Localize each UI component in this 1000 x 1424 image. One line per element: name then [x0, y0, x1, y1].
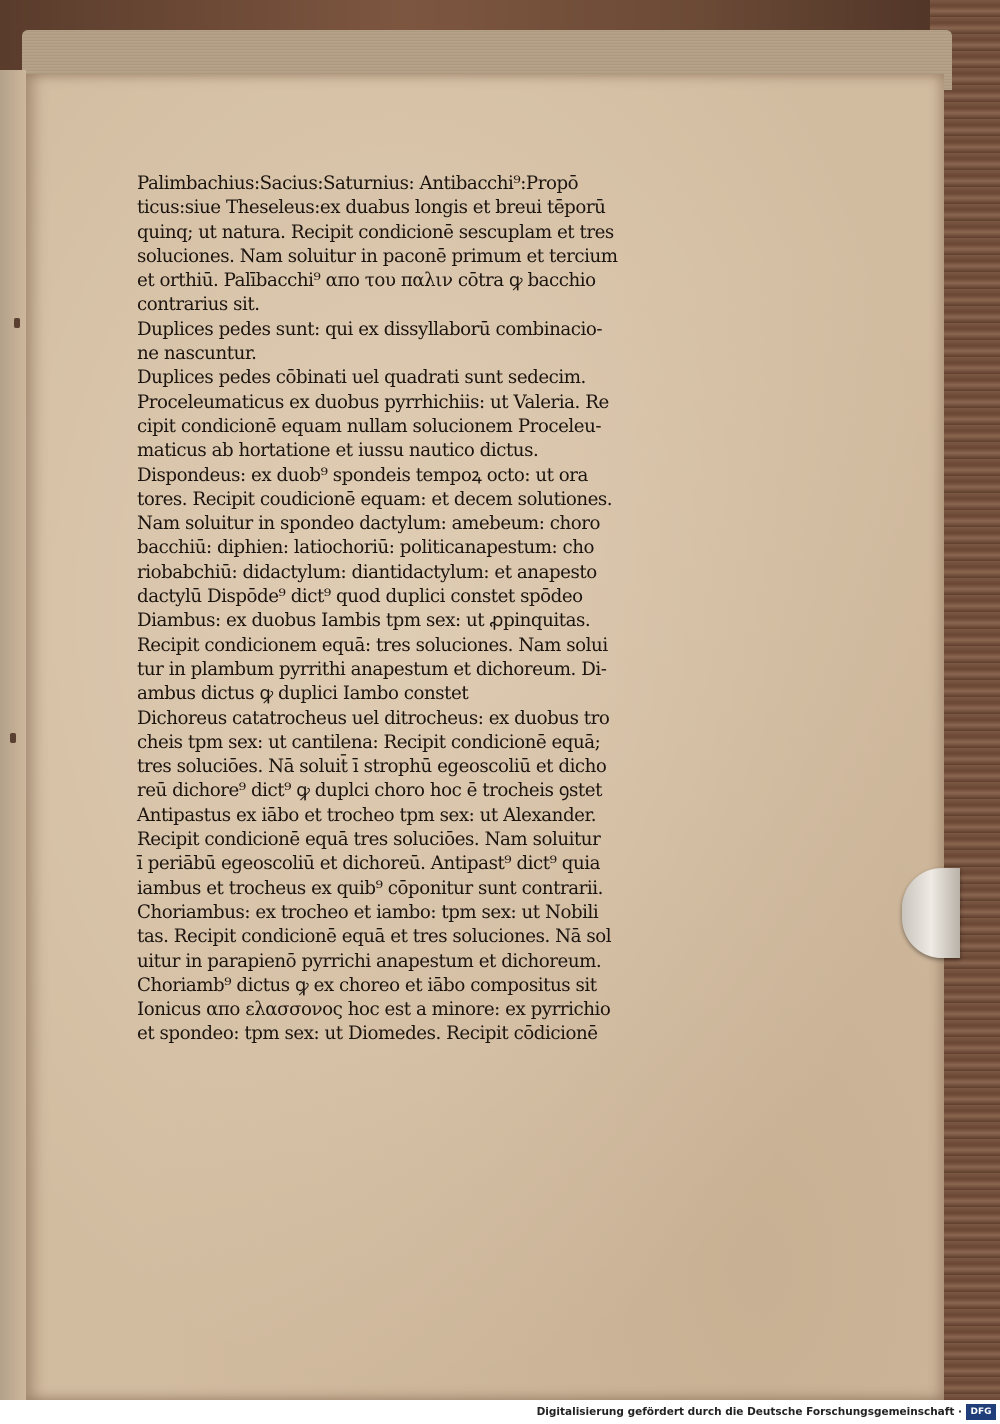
text-line: Antipastus ex iābo et trocheo tpm sex: ut Alexander.	[137, 804, 597, 826]
text-line: ticus:siue Theseleus:ex duabus longis et breui tēporū	[137, 197, 606, 219]
page-text	[137, 172, 737, 1047]
text-line: Proceleumaticus ex duobus pyrrhichiis: ut Valeria. Re	[137, 391, 609, 413]
text-line: et orthiū. Palībacchi⁹ απο του παλιν cōtra ꝙ bacchio	[137, 270, 596, 292]
dfg-logo: DFG	[966, 1404, 996, 1420]
text-line: tores. Recipit coudicionē equam: et decem solutiones.	[137, 488, 613, 510]
funding-notice: Digitalisierung gefördert durch die Deutsche Forschungsgemeinschaft ·	[536, 1406, 962, 1418]
text-line: ambus dictus ꝙ duplici Iambo constet	[137, 683, 469, 705]
text-line: Duplices pedes sunt: qui ex dissyllaborū combinacio-	[137, 318, 603, 340]
text-line: contrarius sit.	[137, 294, 260, 316]
text-line: riobabchiū: didactylum: diantidactylum: et anapesto	[137, 561, 597, 583]
text-line: soluciones. Nam soluitur in paconē primum et tercium	[137, 245, 618, 267]
text-line: Recipit condicionem equā: tres soluciones. Nam solui	[137, 634, 608, 656]
text-line: et spondeo: tpm sex: ut Diomedes. Recipit cōdicionē	[137, 1023, 598, 1045]
margin-mark	[14, 318, 20, 328]
text-line: ī periābū egeoscoliū et dichoreū. Antipast⁹ dict⁹ quia	[137, 853, 601, 875]
text-line: uitur in parapienō pyrrichi anapestum et dichoreum.	[137, 950, 602, 972]
text-line: Dichoreus catatrocheus uel ditrocheus: ex duobus tro	[137, 707, 610, 729]
margin-mark	[10, 733, 16, 743]
text-line: maticus ab hortatione et iussu nautico dictus.	[137, 440, 539, 462]
text-line: Diambus: ex duobus Iambis tpm sex: ut ꝓpinquitas.	[137, 610, 591, 632]
text-line: Choriambus: ex trocheo et iambo: tpm sex: ut Nobili	[137, 901, 599, 923]
text-line: Nam soluitur in spondeo dactylum: amebeum: choro	[137, 513, 600, 535]
footer-bar	[0, 1400, 1000, 1424]
text-line: bacchiū: diphien: latiochoriū: politicanapestum: cho	[137, 537, 595, 559]
text-line: ne nascuntur.	[137, 343, 257, 365]
text-line: Dispondeus: ex duob⁹ spondeis tempoꝝ octo: ut ora	[137, 464, 588, 486]
text-line: cheis tpm sex: ut cantilena: Recipit condicionē equā;	[137, 731, 601, 753]
text-line: reū dichore⁹ dict⁹ ꝙ duplci choro hoc ē trocheis ꝯstet	[137, 780, 602, 802]
text-line: Choriamb⁹ dictus ꝙ ex choreo et iābo compositus sit	[137, 974, 597, 996]
text-line: Ionicus απο ελασσονος hoc est a minore: ex pyrrichio	[137, 999, 611, 1021]
text-line: tres soluciōes. Nā soluit̄ ī strophū egeoscoliū et dicho	[137, 756, 607, 778]
text-line: Duplices pedes cōbinati uel quadrati sunt sedecim.	[137, 367, 586, 389]
text-line: quinq; ut natura. Recipit condicionē sescuplam et tres	[137, 221, 614, 243]
text-line: Palimbachius:Sacius:Saturnius: Antibacchi⁹:Propō	[137, 173, 579, 194]
text-line: iambus et trocheus ex quib⁹ cōponitur sunt contrarii.	[137, 877, 603, 899]
text-line: Recipit condicionē equā tres soluciōes. Nam soluitur	[137, 829, 601, 851]
text-line: tur in plambum pyrrithi anapestum et dichoreum. Di-	[137, 658, 607, 680]
text-line: dactylū Dispōde⁹ dict⁹ quod duplici constet spōdeo	[137, 586, 583, 608]
text-line: cipit condicionē equam nullam solucionem Proceleu-	[137, 415, 602, 437]
text-line: tas. Recipit condicionē equā et tres soluciones. Nā sol	[137, 926, 612, 948]
